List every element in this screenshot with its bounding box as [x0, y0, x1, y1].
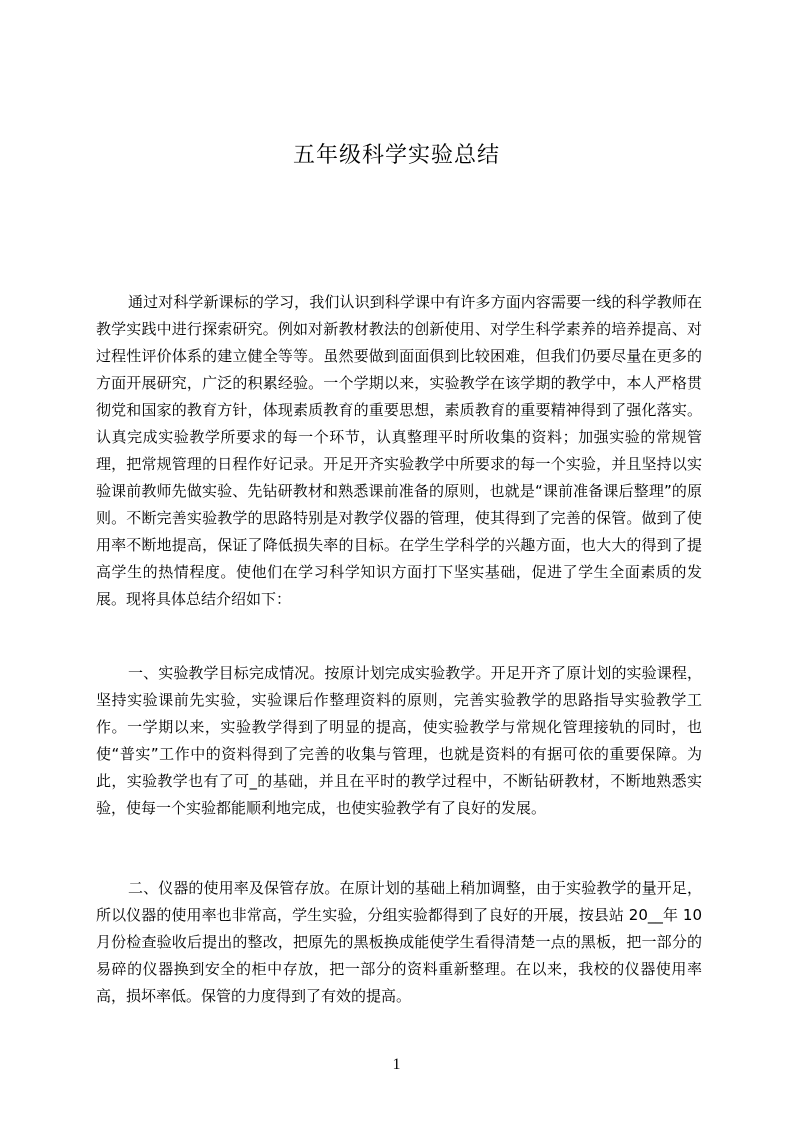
paragraph-intro: 通过对科学新课标的学习，我们认识到科学课中有许多方面内容需要一线的科学教师在教学实践中进行探索研究。例如对新教材教法的创新使用、对学生科学素养的培养提高、对过程性评价体系的建立健全等等。虽然要做到面面俱到比较困难，但我们仍要尽量在更多的方面开展研究，广泛的积累经验。一个学期以来，实验教学在该学期的教学中，本人严格贯彻党和国家的教育方针，体现素质教育的重要思想，素质教育的重要精神得到了强化落实。认真完成实验教学所要求的每一个环节，认真整理平时所收集的资料；加强实验的常规管理，把常规管理的日程作好记录。开足开齐实验教学中所要求的每一个实验，并且坚持以实验课前教师先做实验、先钻研教材和熟悉课前准备的原则，也就是“课前准备课后整理”的原则。不断完善实验教学的思路特别是对教学仪器的管理，使其得到了完善的保管。做到了使用率不断地提高，保证了降低损失率的目标。在学生学科学的兴趣方面，也大大的得到了提高学生的热情程度。使他们在学习科学知识方面打下坚实基础，促进了学生全面素质的发展。现将具体总结介绍如下：: [96, 293, 702, 608]
document-title: 五年级科学实验总结: [292, 143, 500, 168]
page-number: 1: [392, 1056, 401, 1073]
paragraph-section-1: 一、实验教学目标完成情况。按原计划完成实验教学。开足开齐了原计划的实验课程，坚持实验课前先实验，实验课后作整理资料的原则，完善实验教学的思路指导实验教学工作。一学期以来，实验教学得到了明显的提高，使实验教学与常规化管理接轨的同时，也使“普实”工作中的资料得到了完善的收集与管理，也就是资料的有据可依的重要保障。为此，实验教学也有了可_的基础，并且在平时的教学过程中，不断钻研教材，不断地熟悉实验，使每一个实验都能顺利地完成，也使实验教学有了良好的发展。: [96, 664, 702, 817]
paragraph-section-2: 二、仪器的使用率及保管存放。在原计划的基础上稍加调整，由于实验教学的量开足，所以仪器的使用率也非常高，学生实验，分组实验都得到了良好的开展，按县站 20__年 10 月份检查验收后提出的整改，把原先的黑板换成能使学生看得清楚一点的黑板，把一部分的易碎的仪器换到安全的柜中存放，把一部分的资料重新整理。在以来，我校的仪器使用率高，损坏率低。保管的力度得到了有效的提高。: [96, 879, 702, 1005]
